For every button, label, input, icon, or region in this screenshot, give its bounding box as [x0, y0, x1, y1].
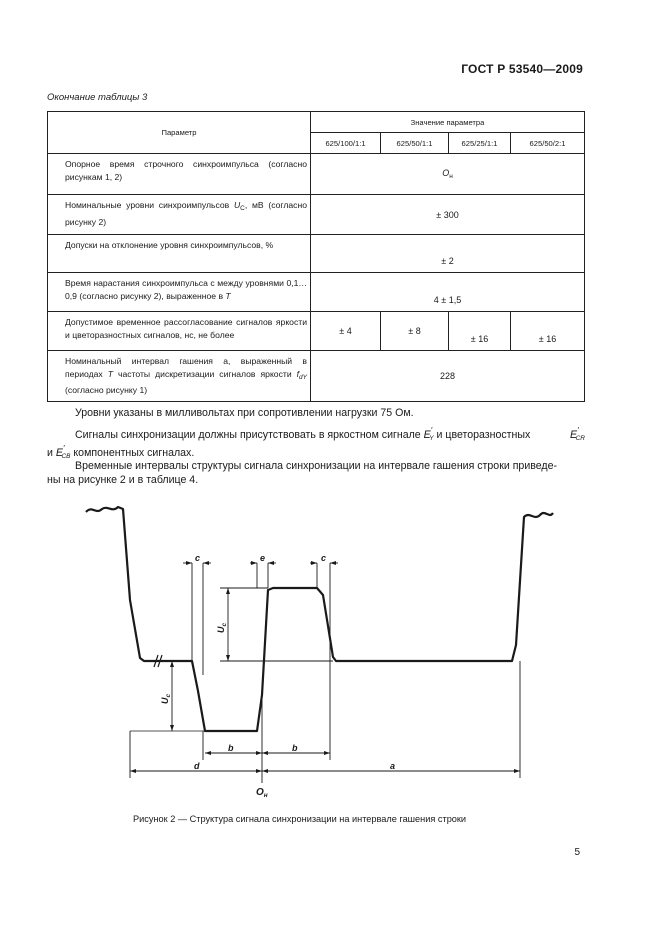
dimension-arrows: [130, 561, 520, 773]
label-oh: $О_н$: [256, 787, 268, 799]
row-name: Допустимое временное рассогласование сигналов яркости и цветоразностных сигналов, нс, не более: [48, 312, 311, 351]
paragraph: Уровни указаны в милливольтах при сопротивлении нагрузки 75 Ом.: [75, 407, 414, 419]
table-row: [48, 273, 585, 312]
row-name: Время нарастания синхроимпульса с между уровнями 0,1…0,9 (согласно рисунку 2), выраженное в T: [48, 273, 311, 312]
row-value: 228: [311, 351, 585, 402]
header-format: 625/50/2:1: [511, 133, 585, 154]
table-header-row: [48, 112, 585, 133]
paragraph: Временные интервалы структуры сигнала синхронизации на интервале гашения строки приведе-: [75, 460, 558, 472]
symbol-ecb: $E'_{CB}$: [55, 444, 71, 460]
row-value: ± 16: [511, 312, 585, 351]
label-b1: b: [228, 743, 234, 753]
dimension-lines: [130, 563, 520, 783]
row-value: ± 2: [311, 235, 585, 273]
label-a: a: [390, 761, 396, 771]
parameters-table: [47, 111, 585, 402]
row-name: Опорное время строчного синхроимпульса (согласно рисункам 1, 2): [48, 154, 311, 195]
row-value: 4 ± 1,5: [311, 273, 585, 312]
header-parameter: Параметр: [48, 112, 311, 154]
row-value: $О_н$: [311, 154, 585, 195]
paragraph: ны на рисунке 2 и в таблице 4.: [47, 474, 199, 486]
row-value: ± 300: [311, 195, 585, 235]
signal-waveform: [86, 507, 553, 731]
header-format: 625/50/1:1: [381, 133, 449, 154]
row-name: Допуски на отклонение уровня синхроимпульсов, %: [48, 235, 311, 273]
label-uc-top: [216, 623, 228, 634]
paragraph: Сигналы синхронизации должны присутствовать в яркостном сигнале $E'_Y$ и цветоразностных $E'_{CR}$: [75, 423, 585, 447]
svg-text:Uc: $U_c$: [160, 693, 172, 704]
document-id: ГОСТ Р 53540—2009: [461, 62, 583, 76]
label-b2: b: [292, 743, 298, 753]
row-value: ± 4: [311, 312, 381, 351]
label-c1: c: [195, 553, 201, 563]
table-row: [48, 195, 585, 235]
row-value: ± 8: [381, 312, 449, 351]
table-row: [48, 235, 585, 273]
header-format: 625/25/1:1: [449, 133, 511, 154]
table-row: [48, 312, 585, 351]
symbol-ey: $E'_Y$: [423, 426, 434, 442]
row-name: Номинальный интервал гашения а, выраженный в периодах T частоты дискретизации сигналов яркости $f_{dY}$ (согласно рисунку 1): [48, 351, 311, 402]
table-row: [48, 154, 585, 195]
label-c2: c: [321, 553, 327, 563]
label-uc-left: [160, 694, 172, 705]
paragraph: и $E'_{CB}$ компонентных сигналах.: [47, 444, 195, 460]
row-name: Номинальные уровни синхроимпульсов $U_C$, мВ (согласно рисунку 2): [48, 195, 311, 235]
figure-caption: Рисунок 2 — Структура сигнала синхронизации на интервале гашения строки: [133, 814, 467, 824]
label-d: d: [194, 761, 200, 771]
table-row: [48, 351, 585, 402]
svg-text:Uc: $U_c$: [216, 622, 228, 633]
symbol-ecr: $E'_{CR}$: [570, 426, 585, 442]
sync-signal-figure: [0, 495, 661, 805]
row-value: ± 16: [449, 312, 511, 351]
label-e: e: [260, 553, 266, 563]
header-format: 625/100/1:1: [311, 133, 381, 154]
header-value: Значение параметра: [311, 112, 585, 133]
page-number: 5: [574, 847, 580, 858]
table-caption: Окончание таблицы 3: [47, 92, 148, 103]
